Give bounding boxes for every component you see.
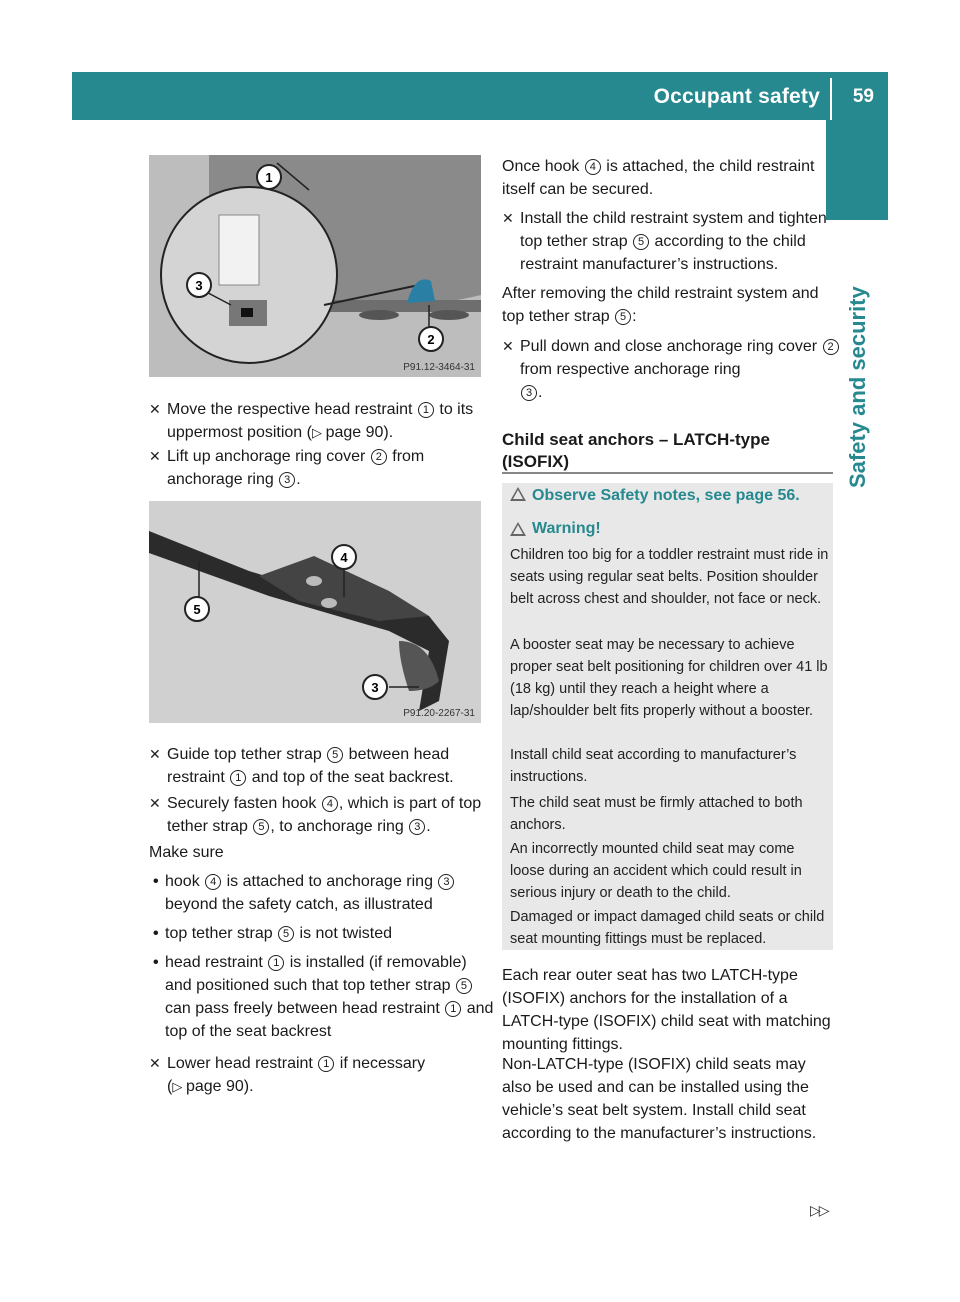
- side-section-label: Safety and security: [845, 286, 870, 488]
- section-heading: Child seat anchors – LATCH-type (ISOFIX): [502, 430, 770, 471]
- heading-divider: [502, 472, 833, 474]
- bullet-head-restraint-installed: • head restraint 1 is installed (if removable) and positioned such that top tether strap 5 can pass freely between head restraint 1 and top of the seat backrest: [153, 954, 494, 1040]
- section-title: Occupant safety: [653, 85, 820, 108]
- side-tab: [826, 120, 888, 220]
- page-number: 59: [852, 86, 874, 107]
- step-install-child-restraint: ✕ Install the child restraint system and tighten top tether strap 5 according to the child restraint manufacturer’s instructions.: [502, 210, 827, 273]
- header-separator: [830, 78, 832, 120]
- warning-paragraph: Install child seat according to manufacturer’s instructions.: [510, 747, 797, 785]
- step-lower-head-restraint: ✕ Lower head restraint 1 if necessary (▷ page 90).: [149, 1055, 426, 1095]
- callout-label: 2: [427, 332, 435, 347]
- page-header: [72, 72, 888, 120]
- warning-paragraph: The child seat must be firmly attached to both anchors.: [510, 795, 803, 833]
- warning-triangle-icon: [510, 487, 526, 501]
- step-lift-cover: ✕ Lift up anchorage ring cover 2 from anchorage ring 3 .: [149, 448, 425, 488]
- callout-label: 3: [195, 278, 203, 293]
- step-close-cover: ✕ Pull down and close anchorage ring cover 2 from respective anchorage ring 3 .: [502, 335, 850, 404]
- step-move-head-restraint: ✕ Move the respective head restraint 1 to its uppermost position (▷ page 90).: [149, 401, 474, 441]
- callout-label: 5: [193, 602, 201, 617]
- warning-paragraph: An incorrectly mounted child seat may come loose during an accident which could result in serious injury or death to the child.: [510, 841, 802, 901]
- figure-tether-hook: [149, 501, 481, 723]
- head-restraint-illustration: [149, 155, 481, 377]
- warning-title: Warning!: [532, 520, 601, 537]
- callout-label: 1: [265, 170, 273, 185]
- intro-paragraph: Once hook 4 is attached, the child restraint itself can be secured.: [502, 158, 815, 198]
- body-paragraph: Each rear outer seat has two LATCH-type (ISOFIX) anchors for the installation of a LATCH-type (ISOFIX) child seat with matching mounting fittings.: [502, 967, 831, 1053]
- continue-marker: ▷▷: [810, 1202, 828, 1218]
- figure-head-restraint: [149, 155, 481, 377]
- figure-code: P91.20-2267-31: [403, 708, 475, 719]
- warning-paragraph: A booster seat may be necessary to achieve proper seat belt positioning for children over 41 lb (18 kg) until they reach a height where a lap/shoulder belt fits properly without a booster.: [510, 637, 828, 719]
- make-sure-label: Make sure: [149, 844, 224, 861]
- tether-hook-illustration: [149, 501, 481, 723]
- warning-paragraph: Damaged or impact damaged child seats or child seat mounting fittings must be replaced.: [510, 909, 825, 947]
- callout-label: 4: [340, 550, 348, 565]
- bullet-hook-attached: • hook 4 is attached to anchorage ring 3 beyond the safety catch, as illustrated: [149, 870, 495, 916]
- safety-note: Observe Safety notes, see page 56.: [502, 483, 833, 517]
- bullet-not-twisted: • top tether strap 5 is not twisted: [153, 925, 393, 942]
- step-fasten-hook: ✕ Securely fasten hook 4 , which is part of top tether strap 5 , to anchorage ring 3 .: [149, 795, 482, 835]
- figure-code: P91.12-3464-31: [403, 362, 475, 373]
- callout-label: 3: [371, 680, 379, 695]
- body-paragraph: Non-LATCH-type (ISOFIX) child seats may also be used and can be installed using the vehicle’s seat belt system. Install child seat according to the manufacturer’s instructions.: [502, 1056, 817, 1142]
- warning-triangle-icon: [510, 522, 526, 536]
- step-guide-strap: ✕ Guide top tether strap 5 between head restraint 1 and top of the seat backrest.: [149, 746, 454, 786]
- after-removing-paragraph: After removing the child restraint system and top tether strap 5 :: [502, 285, 819, 325]
- warning-paragraph: Children too big for a toddler restraint must ride in seats using regular seat belts. Position shoulder belt across chest and shoulder, not face or neck.: [510, 547, 829, 607]
